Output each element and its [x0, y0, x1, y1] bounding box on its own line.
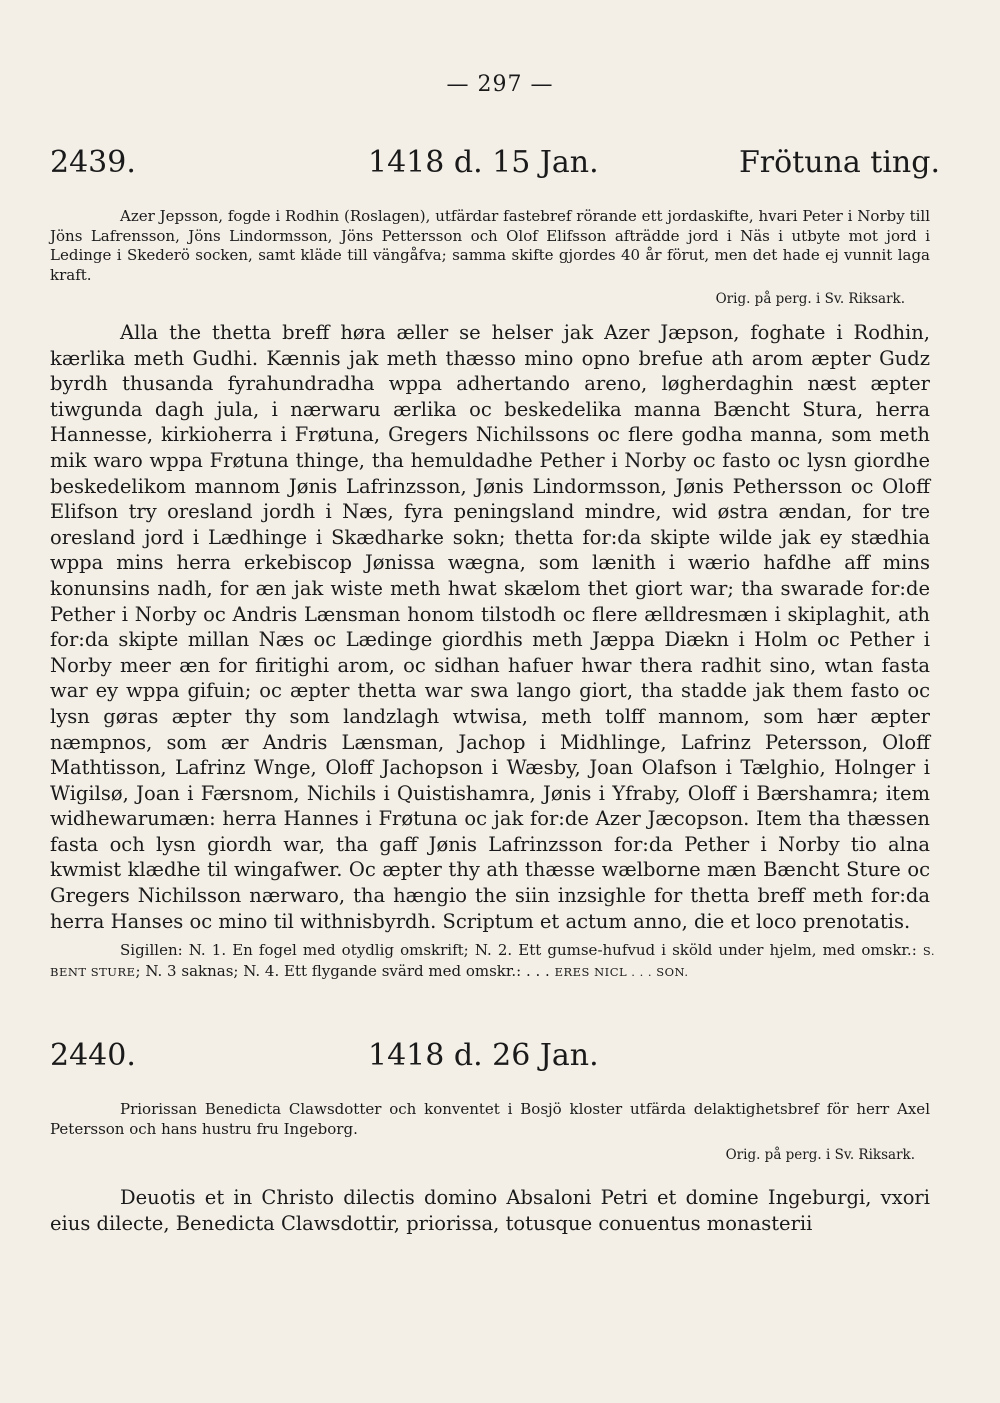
seal-legend: ERES NICL . . . SON. [554, 965, 689, 979]
document-text: Deuotis et in Christo dilectis domino Absaloni Petri et domine Ingeburgi, vxori eius dilecte, Benedicta Clawsdottir, priorissa, totusque conuentus monasterii [50, 1186, 930, 1235]
entry-heading [50, 1038, 940, 1078]
document-text: Alla the thetta breff høra æller se helser jak Azer Jæpson, foghate i Rodhin, kærlika meth Gudhi. Kænnis jak meth thæsso mino opno brefue ath arom æpter Gudz byrdh thusanda fyrahundradha wppa adhertando areno, løgherdaghin næst æpter tiwgunda dagh jula, i nærwaru ærlika oc beskedelika manna Bæncht Stura, herra Hannesse, kirkioherra i Frøtuna, Gregers Nichilssons oc flere godha manna, som meth mik waro wppa Frøtuna thinge, tha hemuldadhe Pether i Norby oc fasto oc lysn giordhe beskedelikom mannom Jønis Lafrinzsson, Jønis Lindormsson, Jønis Pethersson oc Oloff Elifson try oresland jordh i Næs, fyra peningsland mindre, wid østra ændan, for tre oresland jord i Lædhinge i Skædharke sokn; thetta for:da skipte wilde jak ey stædhia wppa mins herra erkebiscop Jønissa wægna, som lænith i wærio hafdhe aff mins konunsins nadh, for æn jak wiste meth hwat skælom thet giort war; tha swarade for:de Pether i Norby oc Andris Lænsman honom tilstodh oc flere ælldresmæn i skiplaghit, ath for:da skipte millan Næs oc Lædinge giordhis meth Jæppa Diækn i Holm oc Pether i Norby meer æn for firitighi arom, oc sidhan hafuer hwar thera radhit sino, wtan fasta war ey wppa gifuin; oc æpter thetta war swa lango giort, tha stadde jak them fasto oc lysn gøras æpter thy som landzlagh wtwisa, meth tolff mannom, som hær æpter næmpnos, som ær Andris Lænsman, Jachop i Midhlinge, Lafrinz Petersson, Oloff Mathtisson, Lafrinz Wnge, Oloff Jachopson i Wæsby, Joan Olafson i Tælghio, Holnger i Wigilsø, Joan i Færsnom, Nichils i Quistishamra, Jønis i Yfraby, Oloff i Bærshamra; item widhewarumæn: herra Hannes i Frøtuna oc jak for:de Azer Jæcopson. Item tha thæssen fasta och lysn giordh war, tha gaff Jønis Lafrinzsson for:da Pether i Norby tio alna kwmist klædhe til wingafwer. Oc æpter thy ath thæsse wælborne mæn Bæncht Sture oc Gregers Nichilsson nærwaro, tha hængio the siin inzsighle for thetta breff meth for:da herra Hanses oc mino til withnisbyrdh. Scriptum et actum anno, die et loco prenotatis. [50, 321, 930, 933]
entry-date: 1418 d. 15 Jan. [368, 145, 599, 180]
source-note: Orig. på perg. i Sv. Riksark. [725, 1147, 915, 1163]
seal-legend: S. BENT STURE [50, 944, 935, 979]
entry-number: 2439. [50, 145, 136, 180]
entry-heading [50, 145, 940, 185]
seal-description [50, 940, 935, 982]
page-number: — 297 — [446, 72, 554, 97]
source-note: Orig. på perg. i Sv. Riksark. [715, 291, 905, 307]
seal-text: ; N. 3 saknas; N. 4. Ett flygande svärd med omskr.: . . . [135, 962, 550, 980]
entry-date: 1418 d. 26 Jan. [368, 1038, 599, 1073]
entry-summary: Priorissan Benedicta Clawsdotter och konventet i Bosjö kloster utfärda delaktighetsbref för herr Axel Petersson och hans hustru fru Ingeborg. [50, 1100, 930, 1138]
entry-number: 2440. [50, 1038, 136, 1073]
entry-place: Frötuna ting. [738, 145, 940, 180]
entry-summary: Azer Jepsson, fogde i Rodhin (Roslagen), utfärdar fastebref rörande ett jordaskifte, hvari Peter i Norby till Jöns Lafrensson, Jöns Lindormsson, Jöns Pettersson och Olof Elifsson afträdde jord i Näs i utbyte mot jord i Ledinge i Skederö socken, samt kläde till vängåfva; samma skifte gjordes 40 år förut, men det hade ej vunnit laga kraft. [50, 207, 930, 284]
seal-text: Sigillen: N. 1. En fogel med otydlig omskrift; N. 2. Ett gumse-hufvud i sköld under hjelm, med omskr.: [120, 941, 917, 959]
